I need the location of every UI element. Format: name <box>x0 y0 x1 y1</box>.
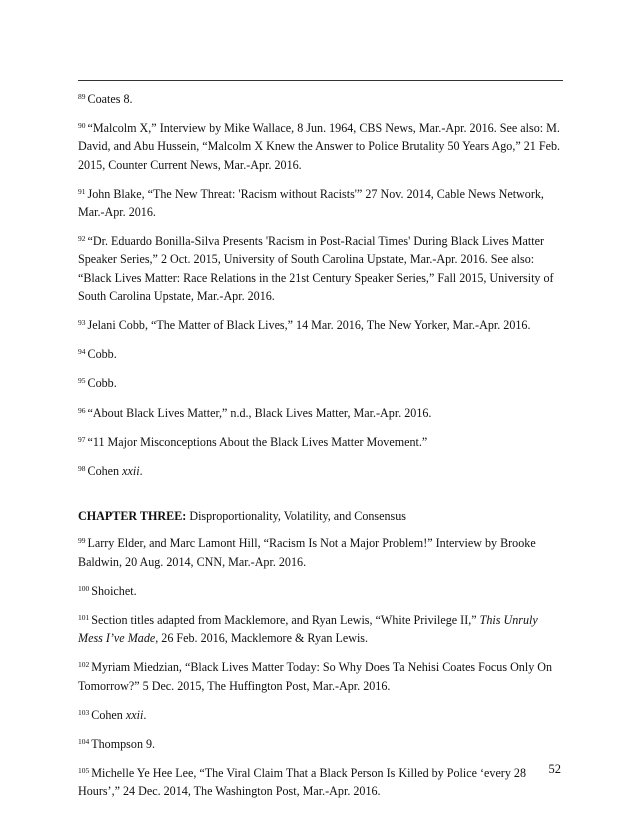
footnote <box>78 582 563 600</box>
footnote <box>78 534 563 570</box>
footnote <box>78 90 563 108</box>
footnote-group-chapter-two <box>78 90 563 480</box>
chapter-heading <box>78 507 563 525</box>
footnote-number: 93 <box>78 318 86 328</box>
footnote-number: 91 <box>78 186 86 196</box>
footnote-text: Michelle Ye Hee Lee, “The Viral Claim That a Black Person Is Killed by Police ‘every 28 Hours’,” 24 Dec. 2014, The Washington Post, Mar.-Apr. 2016. <box>78 766 527 799</box>
footnote <box>78 316 563 334</box>
footnote-number: 96 <box>78 405 86 415</box>
chapter-label: CHAPTER THREE: <box>78 509 187 524</box>
footnote <box>78 462 563 480</box>
footnote-number: 92 <box>78 234 86 244</box>
page-number: 52 <box>548 762 561 776</box>
footnote-number: 94 <box>78 347 86 357</box>
footnote-number: 104 <box>78 737 90 747</box>
footnote-text: “11 Major Misconceptions About the Black Lives Matter Movement.” <box>87 434 428 449</box>
footnote-text: John Blake, “The New Threat: 'Racism without Racists'” 27 Nov. 2014, Cable News Network, Mar.-Apr. 2016. <box>78 186 544 220</box>
footnote-text: Cobb. <box>87 376 117 391</box>
footnote <box>78 764 563 800</box>
footnote <box>78 706 563 724</box>
footnote-text: Larry Elder, and Marc Lamont Hill, “Racism Is Not a Major Problem!” Interview by Brooke Baldwin, 20 Aug. 2014, CNN, Mar.-Apr. 2016. <box>78 536 536 569</box>
footnote-italic-title: xxii <box>125 707 144 722</box>
footnote-number: 99 <box>78 536 86 546</box>
footnote <box>78 658 563 694</box>
footnote-number: 103 <box>78 707 90 717</box>
footnote <box>78 374 563 392</box>
footnote-text-tail: , 26 Feb. 2016, Macklemore & Ryan Lewis. <box>155 631 369 646</box>
footnote <box>78 345 563 363</box>
footnote-number: 97 <box>78 434 86 444</box>
footnote-number: 102 <box>78 660 90 670</box>
footnote <box>78 404 563 422</box>
footnote-text: Thompson 9. <box>91 737 156 752</box>
footnote-text: Section titles adapted from Macklemore, and Ryan Lewis, “White Privilege II,” <box>91 613 480 628</box>
footnote-text: “About Black Lives Matter,” n.d., Black Lives Matter, Mar.-Apr. 2016. <box>87 405 432 420</box>
footnote-number: 90 <box>78 121 86 131</box>
footnote <box>78 185 563 221</box>
footnote-text: Coates 8. <box>87 92 133 106</box>
footnote-italic-title: This Unruly Mess I’ve Made <box>78 613 538 646</box>
footnote <box>78 119 563 174</box>
footnote-number: 98 <box>78 464 86 474</box>
chapter-title: Disproportionality, Volatility, and Consensus <box>186 509 407 524</box>
footnotes-block <box>78 90 563 812</box>
footnote-text: Cobb. <box>87 347 117 362</box>
footnote-number: 100 <box>78 583 90 593</box>
footnote <box>78 735 563 753</box>
footnote-number: 101 <box>78 613 90 623</box>
footnote-number: 105 <box>78 766 90 776</box>
footnote <box>78 433 563 451</box>
footnote-text: “Dr. Eduardo Bonilla-Silva Presents 'Racism in Post-Racial Times' During Black Lives Matter Speaker Series,” 2 Oct. 2015, University of South Carolina Upstate, Mar.-Apr. 2016. See also: “Black Lives Matter: Race Relations in the 21st Century Speaker Series,” Fall 2015, University of South Carolina Upstate, Mar.-Apr. 2016. <box>78 234 554 303</box>
footnote-separator-rule <box>78 80 563 81</box>
footnote-text-tail: . <box>143 707 147 722</box>
footnote-number: 95 <box>78 376 86 386</box>
footnote-text: Jelani Cobb, “The Matter of Black Lives,” 14 Mar. 2016, The New Yorker, Mar.-Apr. 2016. <box>87 318 531 333</box>
footnote-number: 89 <box>78 92 86 101</box>
footnote-text: Myriam Miedzian, “Black Lives Matter Today: So Why Does Ta Nehisi Coates Focus Only On Tomorrow?” 5 Dec. 2015, The Huffington Post, Mar.-Apr. 2016. <box>78 660 553 693</box>
footnote-text-tail: . <box>139 464 143 479</box>
footnote <box>78 232 563 305</box>
footnote <box>78 611 563 647</box>
footnote-group-chapter-three <box>78 534 563 800</box>
footnote-text: Cohen <box>87 464 123 479</box>
footnote-italic-title: xxii <box>122 464 140 479</box>
footnote-text: Cohen <box>91 707 126 722</box>
footnote-text: “Malcolm X,” Interview by Mike Wallace, 8 Jun. 1964, CBS News, Mar.-Apr. 2016. See also: M. David, and Abu Hussein, “Malcolm X Knew the Answer to Police Brutality 50 Years Ago,” 21 Feb. 2015, Counter Current News, Mar.-Apr. 2016. <box>78 121 561 172</box>
footnote-text: Shoichet. <box>91 583 137 598</box>
